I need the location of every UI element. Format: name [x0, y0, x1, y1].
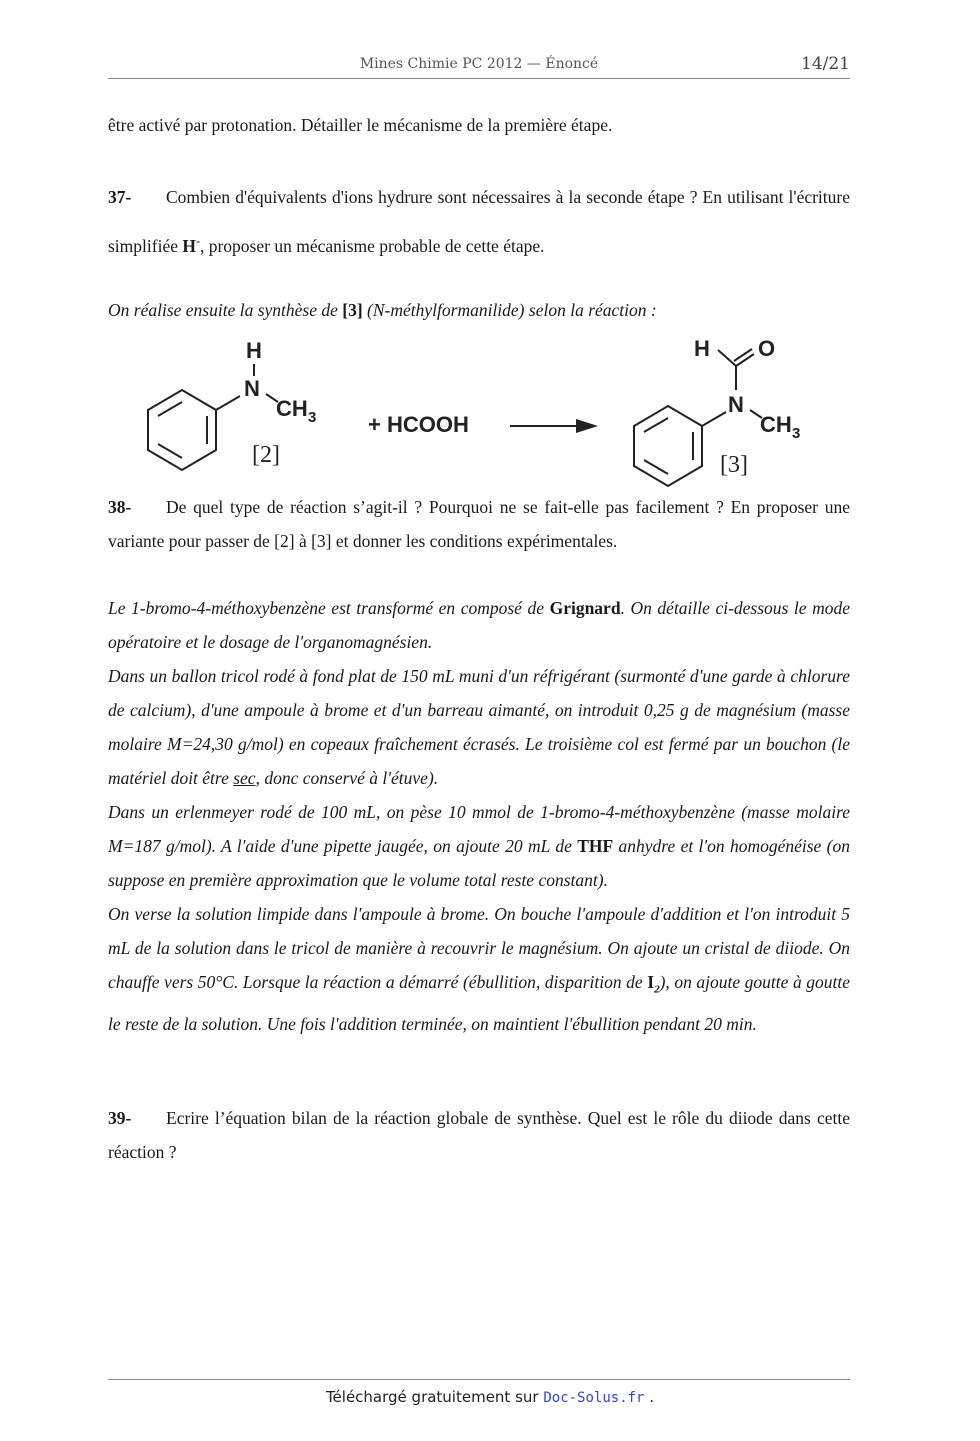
iodine-symbol: I [647, 972, 655, 992]
page-number: 14/21 [801, 54, 850, 74]
hydride-symbol: H [182, 235, 196, 256]
iodine-subscript: 2 [654, 983, 660, 996]
question-text: De quel type de réaction s’agit-il ? Pourquoi ne se fait-elle pas facilement ? En proposer une variante pour passer de [2] à [3] et donner les conditions expérimentales. [108, 497, 850, 551]
question-38 [108, 490, 850, 558]
document-title: Mines Chimie PC 2012 — Énoncé [359, 56, 599, 72]
procedure-step-1 [108, 659, 850, 795]
step-text-end: anhydre et l'on homogénéise (on suppose en première approximation que le volume total reste constant). [108, 836, 850, 890]
atom-n: N [244, 376, 260, 401]
atom-ch: CH [760, 412, 792, 437]
grignard-text-end: . On détaille ci-dessous le mode opératoire et le dosage de l'organomagnésien. [108, 598, 851, 652]
underlined-word: sec [233, 768, 256, 788]
step-text: On verse la solution limpide dans l'ampoule à brome. On bouche l'ampoule d'addition et l'on introduit 5 mL de la solution dans le tricol de manière à recouvrir le magnésium. On ajoute un cristal de diiode. On chauffe vers 50°C. Lorsque la réaction a démarré (ébullition, disparition de [108, 904, 850, 992]
doc-solus-link[interactable]: Doc-Solus.fr [543, 1390, 645, 1406]
step-text-end: , donc conservé à l'étuve). [255, 768, 439, 788]
question-37 [108, 175, 850, 268]
reaction-scheme [140, 332, 820, 492]
intro-line: être activé par protonation. Détailler le mécanisme de la première étape. [108, 115, 613, 135]
question-number: 39- [108, 1108, 132, 1128]
synthesis-intro [108, 293, 850, 327]
question-number: 38- [108, 497, 132, 517]
grignard-bold: Grignard [549, 598, 621, 618]
question-39 [108, 1101, 850, 1169]
atom-h: H [246, 338, 262, 363]
question-text: Combien d'équivalents d'ions hydrure sont nécessaires à la seconde étape ? En utilisant l'écriture simplifiée [108, 187, 850, 256]
page-footer [0, 1388, 980, 1406]
footer-text: Téléchargé gratuitement sur [325, 1388, 544, 1406]
reaction-arrow [510, 419, 598, 433]
question-text-end: , proposer un mécanisme probable de cette étape. [199, 235, 545, 256]
grignard-text: Le 1-bromo-4-méthoxybenzène est transformé en composé de [108, 598, 550, 618]
question-number: 37- [108, 187, 132, 207]
solvent-thf: THF [577, 836, 614, 856]
product-label: [3] [720, 452, 748, 478]
step-text: Dans un ballon tricol rodé à fond plat de 150 mL muni d'un réfrigérant (surmonté d'une garde à chlorure de calcium), d'une ampoule à brome et d'un barreau aimanté, on introduit 0,25 g de magnésium (masse molaire M=24,30 g/mol) en copeaux fraîchement écrasés. Le troisième col est fermé par un bouchon (le matériel doit être [108, 666, 850, 788]
procedure-step-2 [108, 795, 850, 897]
footer-end: . [644, 1388, 655, 1406]
grignard-intro [108, 591, 850, 659]
procedure [108, 659, 850, 1041]
step-text-end: ), on ajoute goutte à goutte le reste de la solution. Une fois l'addition terminée, on maintient l'ébullition pendant 20 min. [108, 972, 850, 1034]
footer-divider [108, 1379, 850, 1380]
subscript-3: 3 [792, 425, 801, 442]
reagent-formula: + HCOOH [368, 412, 469, 437]
intro-text-end: (N-méthylformanilide) selon la réaction : [362, 300, 657, 320]
atom-h: H [694, 336, 710, 361]
page-header [108, 52, 850, 79]
compound-ref: [3] [342, 300, 363, 320]
atom-n: N [728, 392, 744, 417]
hydride-charge: - [195, 234, 200, 248]
step-text: Dans un erlenmeyer rodé de 100 mL, on pèse 10 mmol de 1-bromo-4-méthoxybenzène (masse molaire M=187 g/mol). A l'aide d'une pipette jaugée, on ajoute 20 mL de [108, 802, 850, 856]
intro-text: On réalise ensuite la synthèse de [108, 300, 343, 320]
atom-o: O [758, 336, 776, 361]
reactant-label: [2] [252, 442, 280, 468]
procedure-step-3 [108, 897, 850, 1041]
question-text: Ecrire l’équation bilan de la réaction globale de synthèse. Quel est le rôle du diiode dans cette réaction ? [108, 1108, 850, 1162]
subscript-3: 3 [308, 409, 317, 426]
atom-ch: CH [276, 396, 308, 421]
